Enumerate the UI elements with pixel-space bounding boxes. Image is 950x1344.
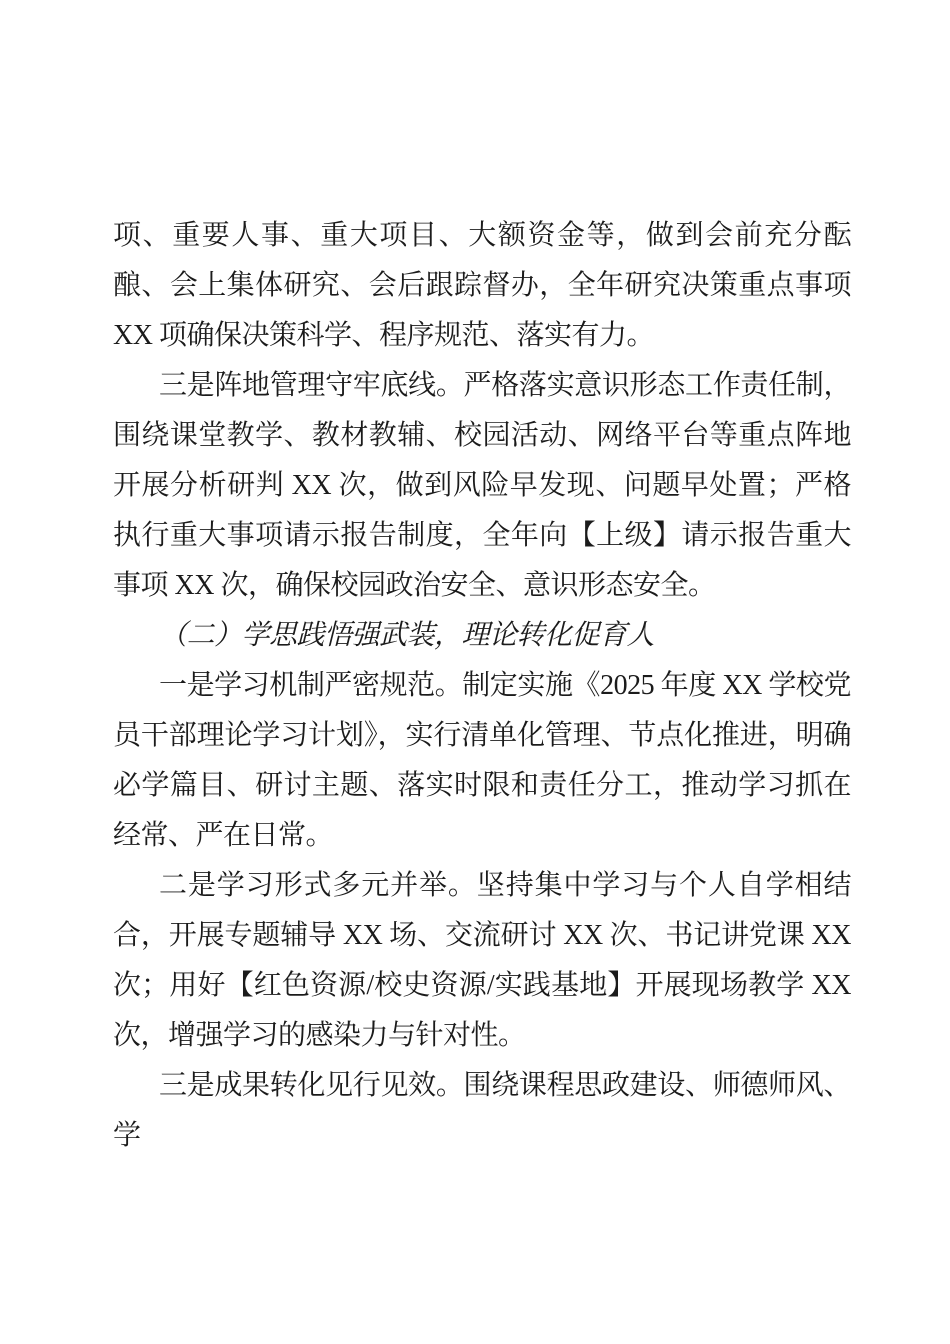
paragraph-point-one-learning-mechanism: 一是学习机制严密规范。制定实施《2025 年度 XX 学校党员干部理论学习计划》，实行清单化管理、节点化推进，明确必学篇目、研讨主题、落实时限和责任分工，推动学习抓在经常、严在日常。 bbox=[113, 670, 851, 851]
section-heading-two: （二）学思践悟强武装，理论转化促育人 bbox=[159, 620, 655, 651]
document-text-block bbox=[113, 211, 851, 1161]
paragraph-point-three-results-cutoff: 三是成果转化见行见效。围绕课程思政建设、师德师风、学 bbox=[113, 1070, 851, 1151]
paragraph-point-three-position-management: 三是阵地管理守牢底线。严格落实意识形态工作责任制，围绕课堂教学、教材教辅、校园活动、网络平台等重点阵地开展分析研判 XX 次，做到风险早发现、问题早处置；严格执行重大事项请示报告制度，全年向【上级】请示报告重大事项 XX 次，确保校园政治安全、意识形态安全。 bbox=[113, 370, 851, 601]
paragraph-point-two-learning-forms: 二是学习形式多元并举。坚持集中学习与个人自学相结合，开展专题辅导 XX 场、交流研讨 XX 次、书记讲党课 XX 次；用好【红色资源/校史资源/实践基地】开展现场教学 XX 次，增强学习的感染力与针对性。 bbox=[113, 870, 851, 1051]
paragraph-continuation: 项、重要人事、重大项目、大额资金等，做到会前充分酝酿、会上集体研究、会后跟踪督办，全年研究决策重点事项 XX 项确保决策科学、程序规范、落实有力。 bbox=[113, 220, 851, 351]
